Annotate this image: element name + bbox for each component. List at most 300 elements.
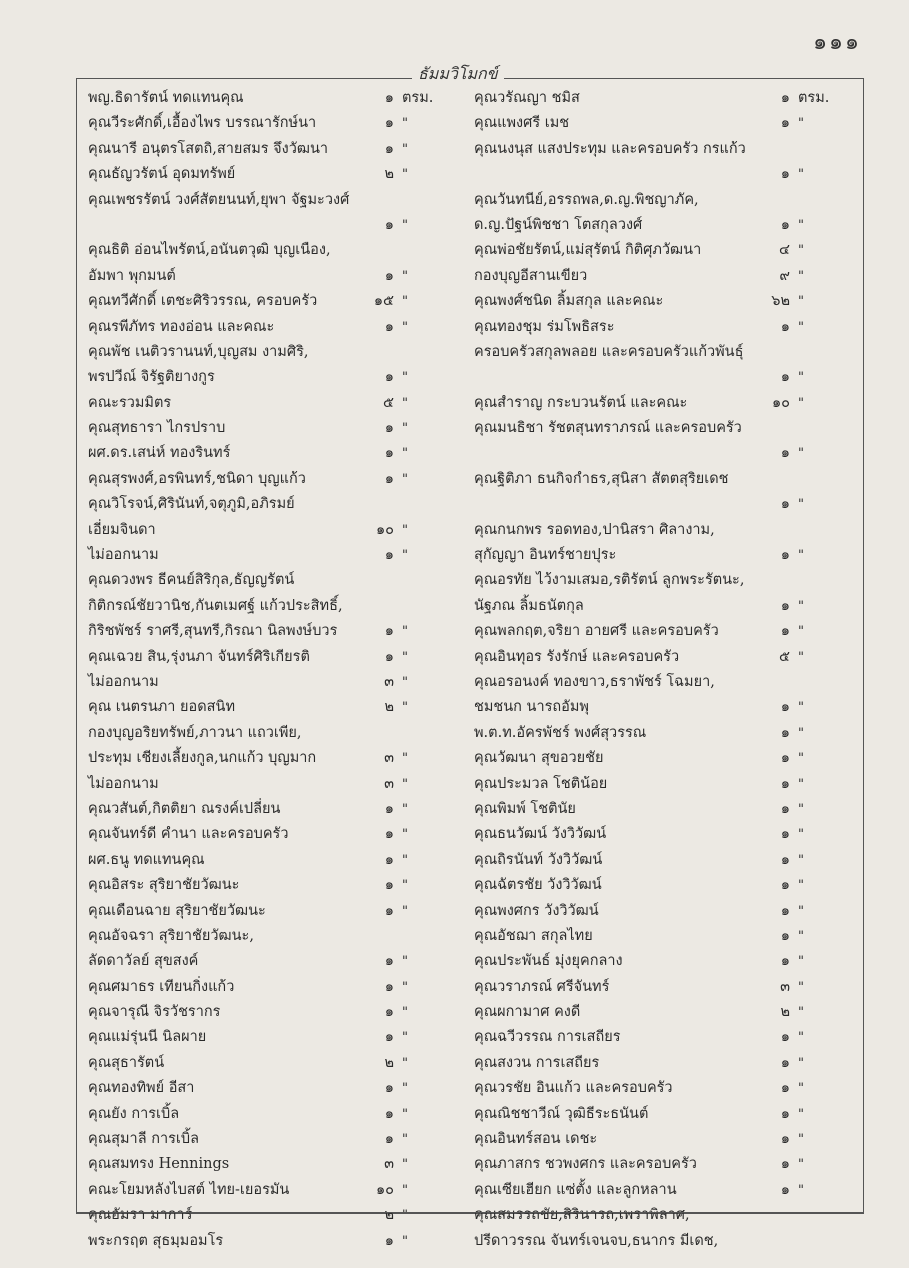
donor-name: คุณณิชชาวีณ์ วุฒิธีระธนันต์	[474, 1105, 649, 1122]
donation-unit: "	[798, 1055, 804, 1071]
donation-unit: ตรม.	[798, 90, 830, 106]
donor-row	[470, 315, 858, 340]
donor-row	[84, 721, 464, 746]
donor-name: คุณฉวีวรรณ การเสถียร	[474, 1029, 621, 1046]
donation-amount: ๑	[384, 547, 394, 564]
donation-amount: ๓	[384, 775, 394, 792]
donation-amount: ๑	[384, 115, 394, 132]
donor-name: ไม่ออกนาม	[88, 547, 159, 564]
donation-amount: ๑	[384, 1105, 394, 1122]
donation-amount: ๕	[779, 648, 790, 665]
donor-name: คุณแม่รุ่นนี นิลผาย	[88, 1029, 207, 1046]
donation-amount: ๑	[780, 216, 790, 233]
donor-name: คุณอัจฉรา สุริยาชัยวัฒนะ,	[88, 927, 254, 944]
donation-amount: ๑	[780, 800, 790, 817]
donor-name: คุณจันทร์ดี คำนา และครอบครัว	[88, 826, 289, 843]
donor-name: คุณวัฒนา สุขอวยชัย	[474, 750, 604, 767]
donor-row	[470, 1025, 858, 1050]
donation-amount: ๒	[384, 1207, 394, 1224]
donor-name: คุณสมทรง Hennings	[88, 1156, 230, 1173]
donor-row	[84, 213, 464, 238]
donor-row	[84, 873, 464, 898]
donation-unit: "	[798, 319, 804, 335]
donor-row	[470, 86, 858, 111]
donation-unit: "	[402, 446, 408, 462]
donor-row	[470, 1051, 858, 1076]
donation-amount: ๑	[780, 1054, 790, 1071]
donation-amount: ๑	[384, 978, 394, 995]
donation-amount: ๑	[780, 775, 790, 792]
donor-row	[470, 467, 858, 492]
donation-unit: "	[402, 1208, 408, 1224]
donor-row	[470, 594, 858, 619]
donation-unit: "	[402, 674, 408, 690]
page-number: ๑๑๑	[813, 30, 861, 55]
donor-name: พระกรฤต สุธมฺมอมโร	[88, 1232, 224, 1249]
donation-amount: ๔	[779, 242, 790, 259]
donation-amount: ๓	[780, 978, 790, 995]
donation-unit: "	[402, 751, 408, 767]
donation-amount: ๑	[780, 547, 790, 564]
donation-amount: ๓	[384, 673, 394, 690]
donation-unit: "	[402, 268, 408, 284]
donor-row	[84, 315, 464, 340]
donor-row	[470, 1203, 858, 1228]
donor-name: คุณอัมรา มาการ์	[88, 1207, 193, 1224]
donor-name: คุณสมรรถชัย,สิรินารถ,เพราพิลาศ,	[474, 1207, 690, 1224]
donation-unit: "	[798, 268, 804, 284]
donation-amount: ๑	[780, 699, 790, 716]
donor-row	[84, 1152, 464, 1177]
donor-row	[84, 695, 464, 720]
donation-unit: "	[402, 1132, 408, 1148]
donation-amount: ๑	[384, 953, 394, 970]
donation-amount: ๑	[780, 166, 790, 183]
donation-amount: ๖๒	[771, 293, 790, 310]
donation-amount: ๑	[384, 445, 394, 462]
donor-name: คุณมนธิชา รัชตสุนทราภรณ์ และครอบครัว	[474, 420, 742, 437]
donor-name: คุณศมาธร เทียนกิ่งแก้ว	[88, 978, 235, 995]
donation-amount: ๕	[383, 394, 394, 411]
donor-row	[470, 746, 858, 771]
donor-name: คุณนงนุส แสงประทุม และครอบครัว กรแก้ว	[474, 140, 746, 157]
donation-amount: ๙	[779, 267, 790, 284]
donor-row	[470, 619, 858, 644]
donation-amount: ๑๐	[375, 1181, 394, 1198]
donor-name: คุณทองทิพย์ อีสา	[88, 1080, 195, 1097]
donor-name: คุณเซียเฮียก แซ่ตั้ง และลูกหลาน	[474, 1181, 677, 1198]
donor-name: คุณกนกพร รอดทอง,ปานิสรา ศิลางาม,	[474, 521, 715, 538]
bottom-rule	[76, 1212, 864, 1213]
donor-row	[84, 1000, 464, 1025]
donation-unit: "	[798, 1132, 804, 1148]
donation-amount: ๑	[780, 1105, 790, 1122]
donor-name: คุณฐิติภา ธนกิจกำธร,สุนิสา สัตตสุริยเดช	[474, 470, 729, 487]
donation-amount: ๑	[780, 623, 790, 640]
donation-unit: "	[798, 1005, 804, 1021]
donor-row	[84, 111, 464, 136]
donor-name: ไม่ออกนาม	[88, 775, 159, 792]
donor-name: คุณสำราญ กระบวนรัตน์ และคณะ	[474, 394, 688, 411]
donor-name: พญ.ธิดารัตน์ ทดแทนคุณ	[88, 90, 244, 106]
donor-name: คณะโยมหลังไบสต์ ไทย-เยอรมัน	[88, 1181, 290, 1198]
donor-row	[84, 594, 464, 619]
donor-row	[470, 772, 858, 797]
donor-name: คุณพงศกร วังวิวัฒน์	[474, 902, 599, 919]
donation-amount: ๑	[780, 1156, 790, 1173]
header-title: ธัมมวิโมกข์	[412, 62, 504, 87]
donation-unit: "	[402, 421, 408, 437]
donor-row	[84, 238, 464, 263]
donation-amount: ๑	[780, 90, 790, 106]
donor-row	[470, 1127, 858, 1152]
donation-amount: ๑	[780, 445, 790, 462]
donor-row	[470, 137, 858, 162]
donor-row	[470, 1076, 858, 1101]
donor-name: คุณทองชุม ร่มโพธิสระ	[474, 318, 615, 335]
donor-name: คุณสงวน การเสถียร	[474, 1054, 600, 1071]
donation-unit: "	[798, 1157, 804, 1173]
donation-amount: ๑	[384, 1029, 394, 1046]
donor-row	[470, 441, 858, 466]
donor-row	[470, 188, 858, 213]
donor-name: คุณถิรนันท์ วังวิวัฒน์	[474, 851, 603, 868]
donation-unit: "	[402, 395, 408, 411]
donation-amount: ๑	[384, 140, 394, 157]
donation-amount: ๑๐	[375, 521, 394, 538]
donor-name: คุณวสันต์,กิตติยา ณรงค์เปลี่ยน	[88, 800, 281, 817]
donation-amount: ๑	[384, 318, 394, 335]
donor-name: กองบุญอีสานเขียว	[474, 267, 588, 284]
donor-name: คุณเดือนฉาย สุริยาชัยวัฒนะ	[88, 902, 266, 919]
donation-unit: "	[798, 852, 804, 868]
donor-name: คุณอินทุอร รังรักษ์ และครอบครัว	[474, 648, 680, 665]
donor-name: คุณวันทนีย์,อรรถพล,ด.ญ.พิชญาภัค,	[474, 191, 699, 208]
donor-row	[84, 543, 464, 568]
donor-row	[84, 1102, 464, 1127]
donor-row	[84, 1178, 464, 1203]
donor-name: คุณพลกฤต,จริยา อายศรี และครอบครัว	[474, 623, 719, 640]
donor-row	[470, 645, 858, 670]
donor-name: คุณอินทร์สอน เดชะ	[474, 1131, 598, 1148]
donation-unit: "	[798, 801, 804, 817]
donor-name: กิติกรณ์ชัยวานิช,กันตเมศฐ์ แก้วประสิทธิ์,	[88, 597, 343, 614]
donor-row	[470, 670, 858, 695]
donor-row	[84, 416, 464, 441]
donation-amount: ๑	[780, 1181, 790, 1198]
donation-unit: "	[402, 1030, 408, 1046]
donation-amount: ๑	[384, 902, 394, 919]
donor-name: คุณอัชฌา สกุลไทย	[474, 927, 593, 944]
left-column	[84, 86, 464, 1254]
donor-name: คุณอิสระ สุริยาชัยวัฒนะ	[88, 877, 240, 894]
donation-amount: ๑	[384, 90, 394, 106]
donation-amount: ๑	[780, 826, 790, 843]
donation-unit: "	[798, 776, 804, 792]
donor-name: คุณวราภรณ์ ศรีจันทร์	[474, 978, 610, 995]
donor-row	[84, 1051, 464, 1076]
donor-name: ประทุม เชียงเลี้ยงกูล,นกแก้ว บุญมาก	[88, 750, 317, 767]
donation-unit: "	[402, 979, 408, 995]
donation-unit: "	[798, 751, 804, 767]
donor-row	[470, 797, 858, 822]
donation-unit: "	[798, 827, 804, 843]
donor-name: คุณภาสกร ชวพงศกร และครอบครัว	[474, 1156, 697, 1173]
donation-amount: ๑	[780, 1080, 790, 1097]
donation-unit: "	[798, 649, 804, 665]
donor-row	[84, 1229, 464, 1254]
donor-row	[84, 492, 464, 517]
donation-amount: ๑	[384, 877, 394, 894]
donor-row	[470, 1000, 858, 1025]
donation-unit: "	[402, 1182, 408, 1198]
donation-unit: "	[402, 801, 408, 817]
donation-unit: "	[402, 954, 408, 970]
donor-name: คุณพิมพ์ โชตินัย	[474, 800, 576, 817]
donation-unit: "	[798, 548, 804, 564]
donor-row	[84, 619, 464, 644]
donation-amount: ๑	[384, 369, 394, 386]
donation-amount: ๑	[780, 851, 790, 868]
donation-amount: ๑	[780, 750, 790, 767]
donation-unit: "	[402, 852, 408, 868]
donation-amount: ๑	[780, 953, 790, 970]
donation-unit: "	[402, 827, 408, 843]
donation-unit: "	[402, 1106, 408, 1122]
donor-row	[84, 391, 464, 416]
donor-name: คุณจารุณี จิรวัชรากร	[88, 1004, 221, 1021]
donation-amount: ๑	[384, 470, 394, 487]
donor-name: คุณนารี อนุตรโสตถิ,สายสมร จึงวัฒนา	[88, 140, 329, 157]
donor-name: คุณวรชัย อินแก้ว และครอบครัว	[474, 1080, 673, 1097]
donation-unit: "	[798, 700, 804, 716]
donation-unit: "	[402, 1005, 408, 1021]
donor-row	[470, 1229, 858, 1254]
donation-amount: ๒	[780, 1004, 790, 1021]
donation-amount: ๒	[384, 699, 394, 716]
donation-amount: ๑	[780, 318, 790, 335]
donor-name: เอี่ยมจินดา	[88, 521, 156, 538]
donation-amount: ๑๐	[771, 394, 790, 411]
donation-unit: "	[798, 395, 804, 411]
donation-unit: "	[798, 954, 804, 970]
donor-row	[470, 721, 858, 746]
donor-row	[84, 86, 464, 111]
donor-name: ชมชนก นารถอัมพุ	[474, 699, 589, 716]
donation-amount: ๑๕	[373, 293, 394, 310]
donor-row	[84, 467, 464, 492]
donation-unit: "	[402, 1055, 408, 1071]
donor-row	[470, 1102, 858, 1127]
donor-row	[84, 975, 464, 1000]
donation-unit: "	[798, 243, 804, 259]
donor-name: คุณพัช เนติวรานนท์,บุญสม งามศิริ,	[88, 343, 309, 360]
donation-unit: "	[798, 598, 804, 614]
donor-row	[470, 949, 858, 974]
donor-row	[84, 949, 464, 974]
donor-name: คุณเพชรรัตน์ วงศ์สัตยนนท์,ยุพา จัฐมะวงศ์	[88, 191, 350, 208]
donation-unit: "	[798, 878, 804, 894]
donor-name: คุณอรอนงค์ ทองขาว,ธราพัชร์ โฉมยา,	[474, 673, 715, 690]
donor-row	[470, 162, 858, 187]
donor-row	[470, 340, 858, 365]
donor-row	[84, 670, 464, 695]
donation-unit: "	[798, 1182, 804, 1198]
donor-name: อัมพา พุกมนต์	[88, 267, 176, 284]
donor-row	[84, 822, 464, 847]
donor-name: นัฐภณ ลิ้มธนัตกุล	[474, 597, 584, 614]
donor-name: คุณพงศ์ชนิด ลิ้มสกุล และคณะ	[474, 293, 664, 310]
donation-amount: ๑	[384, 826, 394, 843]
donation-unit: ตรม.	[402, 90, 434, 106]
donor-row	[470, 695, 858, 720]
donation-amount: ๑	[780, 115, 790, 132]
donation-unit: "	[798, 217, 804, 233]
donation-amount: ๑	[384, 1232, 394, 1249]
donation-unit: "	[798, 167, 804, 183]
donor-row	[84, 289, 464, 314]
donor-name: คุณผกามาศ คงดี	[474, 1004, 581, 1021]
donor-row	[470, 111, 858, 136]
donation-unit: "	[798, 1081, 804, 1097]
donation-unit: "	[798, 928, 804, 944]
donor-name: คุณสุธารัตน์	[88, 1054, 165, 1071]
donor-name: คุณประมวล โชติน้อย	[474, 775, 608, 792]
donation-amount: ๓	[384, 750, 394, 767]
donation-amount: ๑	[384, 1080, 394, 1097]
donor-row	[470, 822, 858, 847]
donation-unit: "	[402, 471, 408, 487]
donation-amount: ๑	[384, 800, 394, 817]
donation-amount: ๑	[780, 1029, 790, 1046]
donation-unit: "	[402, 649, 408, 665]
donation-unit: "	[402, 167, 408, 183]
donation-unit: "	[402, 141, 408, 157]
donation-amount: ๑	[384, 623, 394, 640]
donor-row	[84, 188, 464, 213]
right-column	[470, 86, 858, 1254]
donation-unit: "	[798, 370, 804, 386]
donor-row	[84, 518, 464, 543]
donation-amount: ๑	[780, 877, 790, 894]
donor-name: คุณอรทัย ไว้งามเสมอ,รติรัตน์ ลูกพระรัตนะ,	[474, 572, 745, 589]
donor-row	[470, 264, 858, 289]
donor-row	[84, 645, 464, 670]
donor-row	[470, 899, 858, 924]
donor-name: คุณสุทธารา ไกรปราบ	[88, 420, 226, 437]
donation-unit: "	[402, 1157, 408, 1173]
donor-name: ครอบครัวสกุลพลอย และครอบครัวแก้วพันธุ์	[474, 343, 744, 360]
donation-unit: "	[798, 903, 804, 919]
donor-row	[84, 162, 464, 187]
donor-name: กิริชพัชร์ ราศรี,สุนทรี,กิรณา นิลพงษ์บวร	[88, 623, 338, 640]
donation-unit: "	[402, 776, 408, 792]
donor-name: คุณรพีภัทร ทองอ่อน และคณะ	[88, 318, 275, 335]
donor-name: คุณดวงพร ธีคนย์สิริกุล,ธัญญรัตน์	[88, 572, 295, 589]
donation-unit: "	[402, 294, 408, 310]
donor-row	[84, 899, 464, 924]
donor-row	[84, 441, 464, 466]
donor-name: คุณพ่อชัยรัตน์,แม่สุรัตน์ กิติศุภวัฒนา	[474, 242, 702, 259]
donation-unit: "	[402, 903, 408, 919]
donor-row	[84, 1203, 464, 1228]
donor-row	[470, 1178, 858, 1203]
donation-unit: "	[798, 294, 804, 310]
donor-row	[470, 416, 858, 441]
donation-unit: "	[402, 548, 408, 564]
donor-name: ไม่ออกนาม	[88, 673, 159, 690]
donor-row	[84, 340, 464, 365]
donor-row	[84, 797, 464, 822]
donation-amount: ๑	[384, 648, 394, 665]
donation-unit: "	[402, 370, 408, 386]
donor-name: คุณสุรพงศ์,อรพินทร์,ชนิดา บุญแก้ว	[88, 470, 306, 487]
donation-amount: ๑	[780, 902, 790, 919]
donation-amount: ๑	[384, 851, 394, 868]
donor-row	[84, 746, 464, 771]
donor-row	[470, 365, 858, 390]
donor-row	[84, 1076, 464, 1101]
donation-unit: "	[798, 116, 804, 132]
donor-row	[470, 975, 858, 1000]
donor-row	[84, 924, 464, 949]
donor-name: คุณเฉวย สิน,รุ่งนภา จันทร์ศิริเกียรติ	[88, 648, 310, 665]
donor-row	[470, 924, 858, 949]
donor-name: คุณวีระศักดิ์,เอื้องไพร บรรณารักษ์นา	[88, 115, 317, 132]
donation-unit: "	[402, 116, 408, 132]
donor-row	[84, 1127, 464, 1152]
donor-name: ปรีดาวรรณ จันทร์เจนจบ,ธนากร มีเดช,	[474, 1232, 719, 1249]
donor-name: พรปวีณ์ จิรัฐติยางกูร	[88, 369, 215, 386]
donor-name: คุณธนวัฒน์ วังวิวัฒน์	[474, 826, 607, 843]
donation-unit: "	[402, 1081, 408, 1097]
donor-name: ผศ.ธนู ทดแทนคุณ	[88, 851, 205, 868]
donor-row	[84, 264, 464, 289]
donor-name: คุณยัง การเบิ้ล	[88, 1105, 180, 1122]
donor-row	[470, 238, 858, 263]
donation-unit: "	[402, 878, 408, 894]
donor-name: คุณทวีศักดิ์ เตชะศิริวรรณ, ครอบครัว	[88, 293, 318, 310]
donor-name: ด.ญ.ปัฐน์พิชชา โตสกุลวงศ์	[474, 216, 643, 233]
donor-row	[470, 1152, 858, 1177]
donation-amount: ๑	[384, 216, 394, 233]
donor-row	[470, 873, 858, 898]
donation-unit: "	[798, 979, 804, 995]
donor-row	[470, 391, 858, 416]
donor-row	[470, 543, 858, 568]
donor-row	[470, 213, 858, 238]
donation-amount: ๒	[384, 1054, 394, 1071]
donor-row	[470, 568, 858, 593]
donation-amount: ๑	[780, 597, 790, 614]
donation-amount: ๑	[384, 1004, 394, 1021]
donation-amount: ๑	[384, 420, 394, 437]
donor-name: คุณแพงศรี เมช	[474, 115, 570, 132]
donor-row	[84, 568, 464, 593]
donor-name: คุณ เนตรนภา ยอดสนิท	[88, 699, 235, 716]
donor-name: คุณวรัณญา ชมิส	[474, 90, 580, 106]
donor-name: คุณประพันธ์ มุ่งยุคกลาง	[474, 953, 623, 970]
donation-unit: "	[798, 725, 804, 741]
donor-row	[84, 365, 464, 390]
donor-row	[470, 518, 858, 543]
donation-unit: "	[798, 497, 804, 513]
donation-amount: ๒	[384, 166, 394, 183]
donation-amount: ๑	[384, 1131, 394, 1148]
donor-name: คุณธัญวรัตน์ อุดมทรัพย์	[88, 166, 236, 183]
donor-name: พ.ต.ท.อัครพัชร์ พงศ์สุวรรณ	[474, 724, 647, 741]
donation-unit: "	[402, 522, 408, 538]
